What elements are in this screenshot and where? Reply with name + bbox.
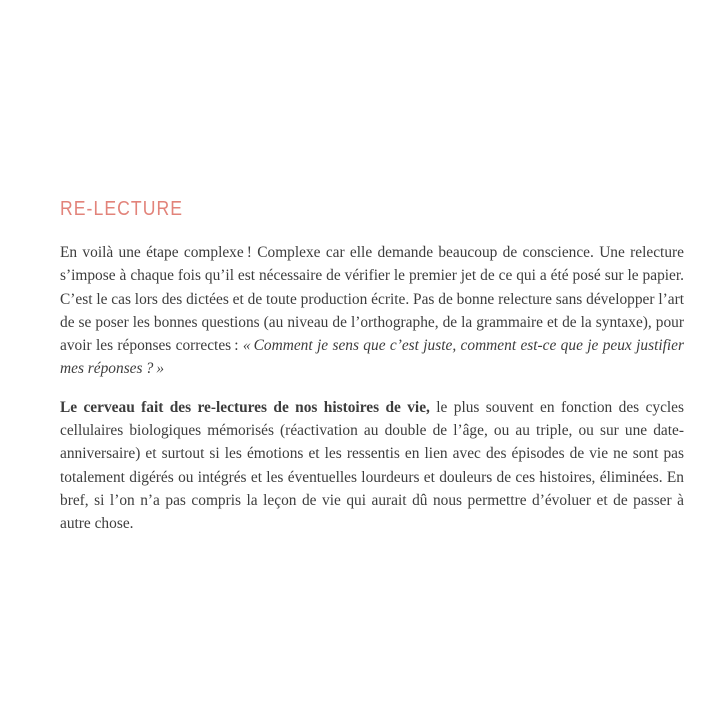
paragraph-relecture-intro bbox=[60, 241, 684, 381]
text-segment-italic: « Comment je sens que c’est juste, comment est-ce que je peux justifier mes réponses ? » bbox=[60, 337, 685, 378]
text-segment-bold: Le cerveau fait des re-lectures de nos histoires de vie, bbox=[60, 398, 430, 416]
section-heading: RE-LECTURE bbox=[60, 198, 184, 220]
text-segment-normal: En voilà une étape complexe ! Complexe car elle demande beaucoup de conscience. Une relecture s’impose à chaque fois qu’il est nécessaire de vérifier le premier jet de ce qui a été posé sur le papier. C’est le cas lors des dictées et de toute production écrite. Pas de bonne relecture sans développer l’art de se poser les bonnes questions (au niveau de l’orthographe, de la grammaire et de la syntaxe), pour avoir les réponses correctes : bbox=[60, 244, 684, 355]
body-text bbox=[60, 241, 684, 536]
paragraph-cerveau-relectures bbox=[60, 396, 684, 536]
text-segment-normal: le plus souvent en fonction des cycles cellulaires biologiques mémorisés (réactivation au double de l’âge, ou au triple, ou sur une date-anniversaire) et surtout si les émotions et les ressentis en lien avec des épisodes de vie ne sont pas totalement digérés ou intégrés et les éventuelles lourdeurs et douleurs de ces histoires, éliminées. En bref, si l’on n’a pas compris la leçon de vie qui aurait dû nous permettre d’évoluer et de passer à autre chose. bbox=[60, 398, 684, 533]
